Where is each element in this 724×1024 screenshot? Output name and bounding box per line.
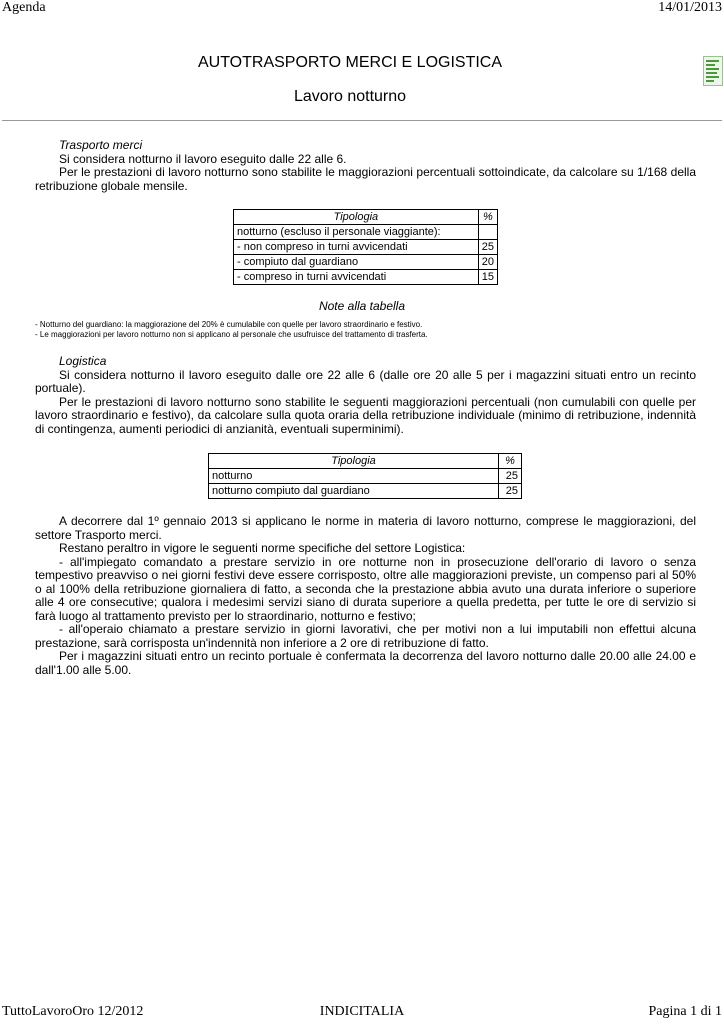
table-row	[234, 270, 498, 285]
notes-title: Note alla tabella	[318, 299, 406, 313]
paragraph: Si considera notturno il lavoro eseguito dalle 22 alle 6.	[59, 151, 347, 166]
paragraph: Per i magazzini situati entro un recinto portuale è confermata la decorrenza del lavoro notturno dalle 20.00 alle 24.00 e dall'1.00 alle 5.00.	[35, 649, 696, 677]
paragraph: Restano peraltro in vigore le seguenti norme specifiche del settore Logistica:	[59, 541, 466, 555]
section-heading: Trasporto merci	[59, 138, 143, 152]
table-cell: 25	[478, 240, 497, 255]
table-cell: 25	[499, 484, 522, 499]
table-row	[234, 240, 498, 255]
table-trasporto-merci	[233, 209, 498, 285]
column-header: %	[478, 210, 497, 225]
table-cell: 25	[499, 469, 522, 484]
section-heading: Logistica	[59, 354, 107, 368]
column-header: %	[499, 454, 522, 469]
table-cell: - compiuto dal guardiano	[234, 255, 479, 270]
section-trasporto-merci	[35, 139, 696, 193]
table-cell	[478, 225, 497, 240]
table-cell: 15	[478, 270, 497, 285]
note-item: - Notturno del guardiano: la maggiorazione del 20% è cumulabile con quelle per lavoro straordinario e festivo.	[35, 320, 423, 329]
page-title: AUTOTRASPORTO MERCI E LOGISTICA	[197, 54, 503, 71]
notes-list	[35, 320, 428, 340]
table-cell: notturno	[209, 469, 499, 484]
footer-page-number: Pagina 1 di 1	[648, 1004, 722, 1019]
table-cell: notturno compiuto dal guardiano	[209, 484, 499, 499]
paragraph: Per le prestazioni di lavoro notturno sono stabilite le seguenti maggiorazioni percentuali (non cumulabili con quelle per lavoro straordinario e festivo), da calcolare sulla quota oraria della retribuzione individuale (minimo di retribuzione, indennità di contingenza, aumenti periodici di anzianità, eventuali superminimi).	[35, 394, 696, 436]
footer-left: TuttoLavoroOro 12/2012	[2, 1004, 144, 1019]
table-cell: - compreso in turni avvicendati	[234, 270, 479, 285]
header-divider	[2, 120, 722, 121]
document-list-icon[interactable]	[703, 56, 723, 86]
header-date: 14/01/2013	[658, 0, 722, 15]
table-header-row	[234, 210, 498, 225]
footer-center: INDICITALIA	[319, 1004, 405, 1019]
table-cell: - non compreso in turni avvicendati	[234, 240, 479, 255]
section-norme	[35, 515, 696, 677]
table-cell: notturno (escluso il personale viaggiante):	[234, 225, 479, 240]
section-logistica	[35, 355, 696, 436]
table-header-row	[209, 454, 522, 469]
header-left: Agenda	[2, 0, 46, 15]
table-logistica	[208, 453, 522, 499]
paragraph: - all'operaio chiamato a prestare servizio in giorni lavorativi, che per motivi non a lui imputabili non effettui alcuna prestazione, sarà corrisposta un'indennità non inferiore a 2 ore di retribuzione di fatto.	[35, 622, 696, 650]
page-subtitle: Lavoro notturno	[293, 88, 407, 105]
paragraph: A decorrere dal 1º gennaio 2013 si applicano le norme in materia di lavoro notturno, comprese le maggiorazioni, del settore Trasporto merci.	[35, 514, 696, 542]
table-row	[234, 225, 498, 240]
paragraph: - all'impiegato comandato a prestare servizio in ore notturne non in prosecuzione dell'orario di lavoro o senza tempestivo preavviso o nei giorni festivi deve essere corrisposto, oltre alle maggiorazioni previste, un compenso pari al 50% o al 100% della retribuzione giornaliera di fatto, a seconda che la prestazione abbia avuto una durata inferiore o superiore alle 4 ore consecutive; qualora i medesimi servizi siano di durata superiore a quella predetta, per tutte le ore di servizio si farà luogo al trattamento previsto per lo straordinario, notturno e festivo;	[35, 554, 696, 623]
paragraph: Si considera notturno il lavoro eseguito dalle ore 22 alle 6 (dalle ore 20 alle 5 per i magazzini situati entro un recinto portuale).	[35, 367, 696, 395]
column-header: Tipologia	[234, 210, 479, 225]
table-row	[209, 484, 522, 499]
column-header: Tipologia	[209, 454, 499, 469]
table-row	[234, 255, 498, 270]
paragraph: Per le prestazioni di lavoro notturno sono stabilite le maggiorazioni percentuali sottoindicate, da calcolare su 1/168 della retribuzione globale mensile.	[35, 165, 696, 193]
table-row	[209, 469, 522, 484]
table-cell: 20	[478, 255, 497, 270]
note-item: - Le maggiorazioni per lavoro notturno non si applicano al personale che usufruisce del trattamento di trasferta.	[35, 330, 428, 339]
